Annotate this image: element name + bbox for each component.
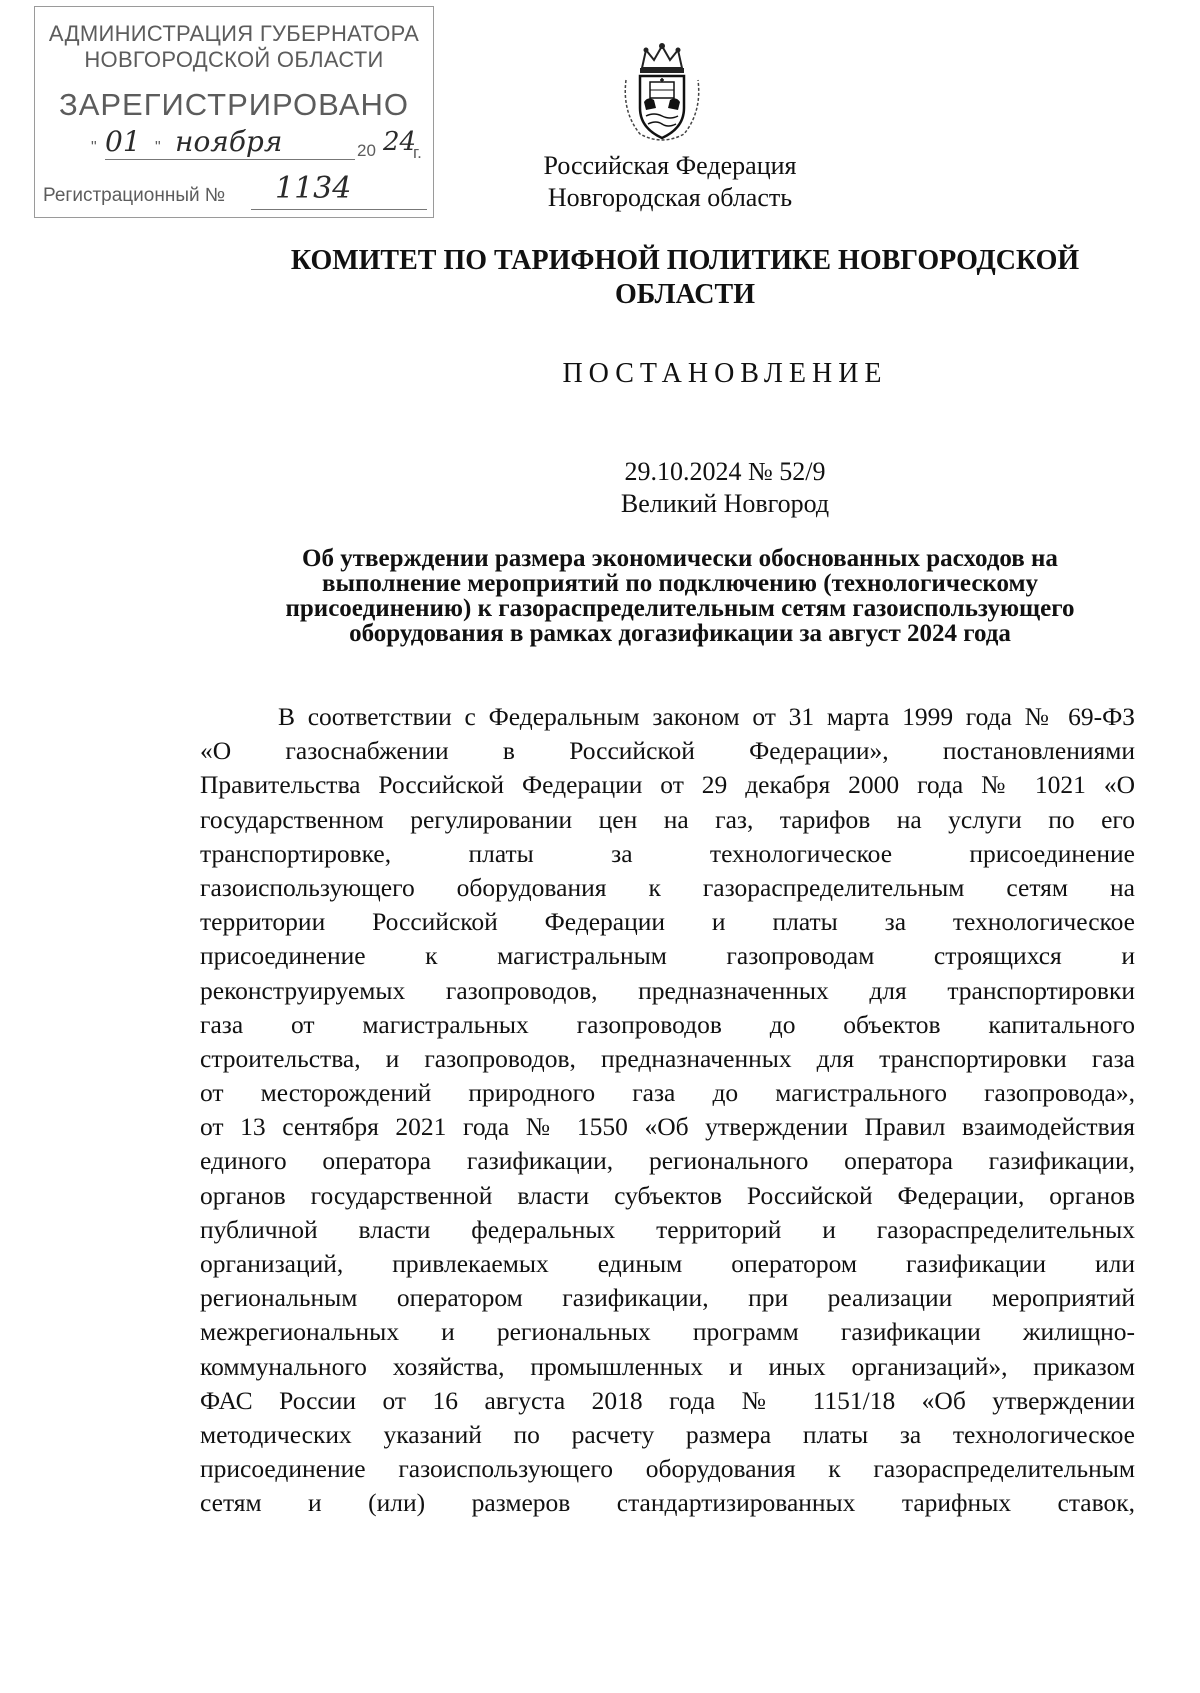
stamp-year-g: г. (413, 143, 422, 162)
stamp-quote-open: " (91, 139, 97, 156)
committee-title-line2: ОБЛАСТИ (615, 279, 755, 310)
body-line: строительства, и газопроводов, предназначенных для транспортировки газа (200, 1043, 1135, 1073)
stamp-year-suffix: 24 (383, 127, 417, 157)
body-line: организаций, привлекаемых единым оператором газификации или (200, 1249, 1135, 1278)
body-line: от месторождений природного газа до магистрального газопровода», (200, 1078, 1135, 1108)
body-line: транспортировке, платы за технологическое присоединение (200, 838, 1135, 868)
body-line: «О газоснабжении в Российской Федерации», постановлениями (200, 736, 1135, 766)
body-line: сетям и (или) размеров стандартизированных тарифных ставок, (200, 1488, 1135, 1518)
body-line: реконструируемых газопроводов, предназначенных для транспортировки (200, 975, 1135, 1005)
stamp-day: 01 (105, 125, 141, 158)
subject-line2: выполнение мероприятий по подключению (технологическому (321, 570, 1039, 597)
body-line: методических указаний по расчету размера платы за технологическое (200, 1419, 1135, 1449)
body-line: присоединение газоиспользующего оборудования к газораспределительным (200, 1454, 1135, 1484)
body-line: единого оператора газификации, регионального оператора газификации, (200, 1146, 1135, 1176)
body-line: от 13 сентября 2021 года № 1550 «Об утверждении Правил взаимодействия (200, 1112, 1135, 1142)
stamp-quote-close: " (155, 139, 161, 156)
stamp-registered-label: ЗАРЕГИСТРИРОВАНО (58, 87, 409, 122)
stamp-year-prefix: 20 (357, 141, 376, 160)
body-line: Правительства Российской Федерации от 29 декабря 2000 года № 1021 «О (200, 770, 1135, 800)
country-name: Российская Федерация (543, 151, 797, 180)
body-line: государственном регулировании цен на газ, тарифов на услуги по его (200, 804, 1135, 834)
body-line: коммунального хозяйства, промышленных и иных организаций», приказом (200, 1351, 1135, 1381)
document-body (200, 700, 1135, 1521)
region-name: Новгородская область (547, 183, 793, 212)
novgorod-coat-of-arms-icon (620, 42, 704, 146)
stamp-reg-number: 1134 (275, 171, 352, 206)
body-line: органов государственной власти субъектов Российской Федерации, органов (200, 1180, 1135, 1210)
subject-line3: присоединению) к газораспределительным сетям газоиспользующего (285, 595, 1075, 622)
body-line: публичной власти федеральных территорий и газораспределительных (200, 1214, 1135, 1244)
body-line: газа от магистральных газопроводов до объектов капитального (200, 1009, 1135, 1039)
stamp-org-line1: АДМИНИСТРАЦИЯ ГУБЕРНАТОРА (48, 21, 420, 46)
body-line: газоиспользующего оборудования к газораспределительным сетям на (200, 872, 1135, 902)
subject-line4: оборудования в рамках догазификации за август 2024 года (349, 620, 1011, 647)
document-type: ПОСТАНОВЛЕНИЕ (562, 358, 888, 389)
body-line: региональным оператором газификации, при реализации мероприятий (200, 1283, 1135, 1313)
stamp-reg-label: Регистрационный № (43, 185, 226, 206)
registration-stamp (34, 6, 434, 218)
body-line: межрегиональных и региональных программ газификации жилищно- (200, 1317, 1135, 1347)
stamp-date-row (65, 125, 422, 165)
body-line: ФАС России от 16 августа 2018 года № 1151/18 «Об утверждении (200, 1385, 1135, 1415)
stamp-number-row (43, 171, 427, 211)
subject-line1: Об утверждении размера экономически обоснованных расходов на (302, 545, 1058, 572)
body-line: В соответствии с Федеральным законом от 31 марта 1999 года № 69-ФЗ (278, 702, 1135, 731)
document-city: Великий Новгород (620, 489, 830, 518)
committee-title-line1: КОМИТЕТ ПО ТАРИФНОЙ ПОЛИТИКЕ НОВГОРОДСКОЙ (290, 245, 1080, 276)
stamp-org-line2: НОВГОРОДСКОЙ ОБЛАСТИ (84, 47, 384, 72)
document-subject (0, 546, 1200, 646)
committee-title (0, 244, 1200, 312)
stamp-number-underline (251, 209, 427, 210)
stamp-month: ноября (175, 125, 283, 158)
document-date-block (0, 456, 1200, 520)
stamp-date-underline (105, 159, 355, 160)
document-date-number: 29.10.2024 № 52/9 (624, 457, 826, 486)
body-line: присоединение к магистральным газопроводам строящихся и (200, 941, 1135, 971)
body-line: территории Российской Федерации и платы за технологическое (200, 907, 1135, 937)
